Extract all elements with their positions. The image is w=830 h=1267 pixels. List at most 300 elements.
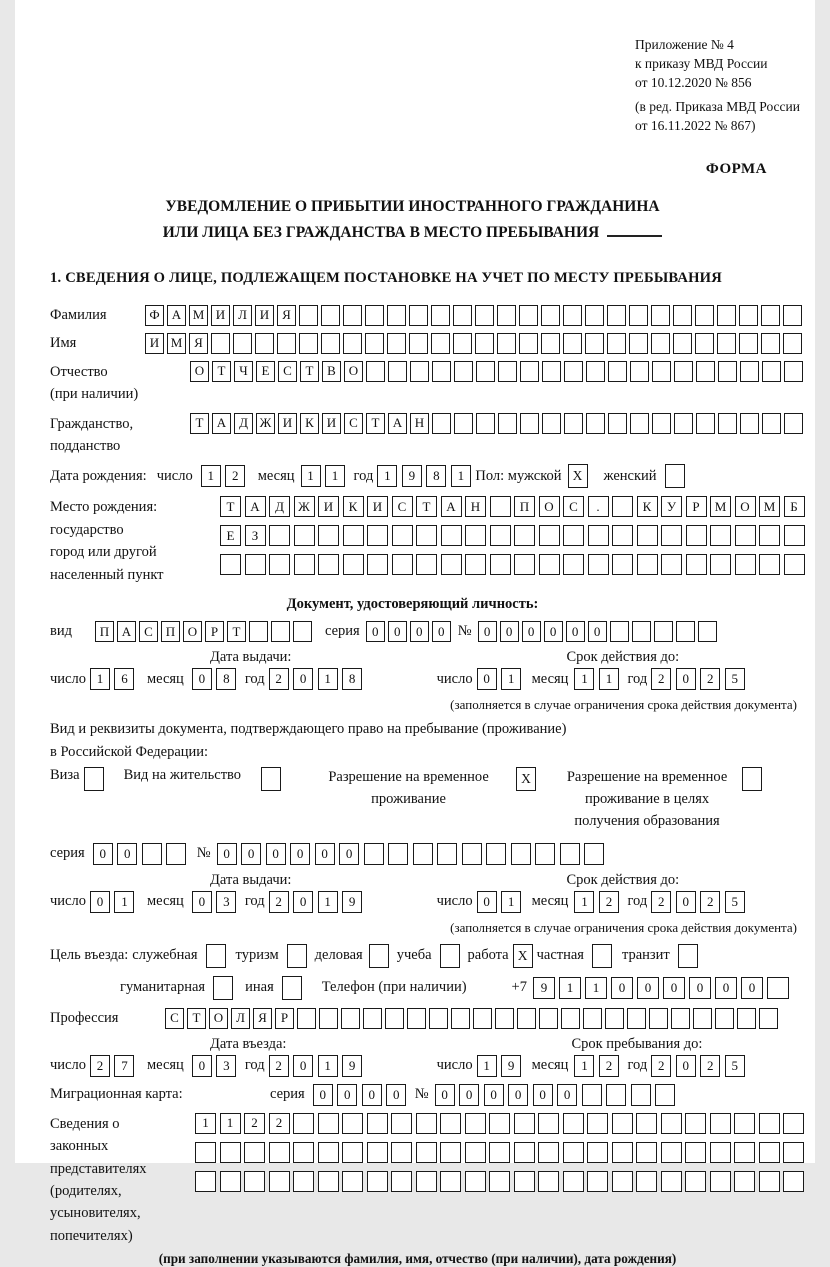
char-cell[interactable]: 1 [574,891,594,913]
char-cell[interactable] [740,361,759,382]
char-cell[interactable]: 5 [725,1055,745,1077]
char-cell[interactable]: Ф [145,305,164,326]
char-cell[interactable] [475,305,494,326]
char-cell[interactable]: М [759,496,780,517]
char-cell[interactable]: С [278,361,297,382]
char-cell[interactable] [497,333,516,354]
char-cell[interactable]: 1 [599,668,619,690]
char-cell[interactable] [465,554,486,575]
char-cell[interactable] [293,1113,314,1134]
char-cell[interactable] [564,361,583,382]
char-cell[interactable]: 1 [585,977,607,999]
resident-number-boxes[interactable] [217,843,609,865]
char-cell[interactable] [582,1084,602,1106]
char-cell[interactable]: 0 [588,621,607,642]
birth-place-row3-boxes[interactable] [220,554,808,575]
char-cell[interactable] [514,1113,535,1134]
char-cell[interactable]: А [117,621,136,642]
char-cell[interactable] [762,413,781,434]
char-cell[interactable] [767,977,789,999]
char-cell[interactable] [563,554,584,575]
char-cell[interactable]: 1 [574,1055,594,1077]
char-cell[interactable] [387,305,406,326]
char-cell[interactable] [696,413,715,434]
char-cell[interactable]: 3 [216,1055,236,1077]
char-cell[interactable]: Т [300,361,319,382]
char-cell[interactable]: Р [275,1008,294,1029]
char-cell[interactable] [734,1113,755,1134]
char-cell[interactable] [637,525,658,546]
char-cell[interactable]: 2 [244,1113,265,1134]
char-cell[interactable] [195,1142,216,1163]
char-cell[interactable] [294,554,315,575]
char-cell[interactable] [416,525,437,546]
char-cell[interactable]: 0 [477,891,497,913]
char-cell[interactable]: Н [465,496,486,517]
profession-boxes[interactable] [165,1008,781,1029]
char-cell[interactable]: 0 [192,1055,212,1077]
char-cell[interactable]: 0 [366,621,385,642]
char-cell[interactable]: И [211,305,230,326]
temp-residence-edu-checkbox[interactable] [742,767,762,791]
entry-day-boxes[interactable] [90,1055,139,1077]
char-cell[interactable] [409,333,428,354]
char-cell[interactable] [539,1008,558,1029]
char-cell[interactable]: 8 [426,465,446,487]
char-cell[interactable]: С [563,496,584,517]
char-cell[interactable] [388,361,407,382]
char-cell[interactable] [539,525,560,546]
char-cell[interactable]: 1 [318,668,338,690]
char-cell[interactable]: 0 [435,1084,455,1106]
patronymic-boxes[interactable] [190,361,806,382]
char-cell[interactable]: 9 [402,465,422,487]
char-cell[interactable] [612,554,633,575]
char-cell[interactable] [465,1142,486,1163]
char-cell[interactable] [652,361,671,382]
char-cell[interactable]: 0 [533,1084,553,1106]
char-cell[interactable] [718,413,737,434]
char-cell[interactable] [520,413,539,434]
char-cell[interactable] [490,496,511,517]
char-cell[interactable] [465,525,486,546]
char-cell[interactable] [195,1171,216,1192]
char-cell[interactable]: А [212,413,231,434]
purpose-private-checkbox[interactable] [592,944,612,968]
char-cell[interactable] [605,1008,624,1029]
stay-month-boxes[interactable] [574,1055,623,1077]
char-cell[interactable]: З [245,525,266,546]
char-cell[interactable] [277,333,296,354]
char-cell[interactable]: 1 [501,891,521,913]
char-cell[interactable]: И [145,333,164,354]
char-cell[interactable] [734,1142,755,1163]
char-cell[interactable]: 0 [337,1084,357,1106]
char-cell[interactable] [630,413,649,434]
char-cell[interactable] [612,525,633,546]
char-cell[interactable]: 0 [459,1084,479,1106]
char-cell[interactable]: 0 [117,843,137,865]
char-cell[interactable]: Т [190,413,209,434]
char-cell[interactable]: П [95,621,114,642]
char-cell[interactable] [392,525,413,546]
char-cell[interactable]: 0 [676,1055,696,1077]
char-cell[interactable] [661,1171,682,1192]
char-cell[interactable] [685,1171,706,1192]
char-cell[interactable]: 6 [114,668,134,690]
char-cell[interactable] [695,333,714,354]
char-cell[interactable] [489,1142,510,1163]
char-cell[interactable] [655,1084,675,1106]
residence-permit-checkbox[interactable] [261,767,281,791]
purpose-other-checkbox[interactable] [282,976,302,1000]
id-issue-month-boxes[interactable] [192,668,241,690]
char-cell[interactable] [437,843,457,865]
char-cell[interactable]: О [539,496,560,517]
char-cell[interactable] [431,305,450,326]
char-cell[interactable] [632,621,651,642]
given-name-boxes[interactable] [145,333,805,354]
char-cell[interactable]: 0 [241,843,261,865]
char-cell[interactable]: 0 [484,1084,504,1106]
representatives-row3-boxes[interactable] [195,1171,808,1192]
char-cell[interactable] [739,333,758,354]
char-cell[interactable] [541,333,560,354]
phone-boxes[interactable] [533,977,793,999]
id-valid-day-boxes[interactable] [477,668,526,690]
char-cell[interactable] [365,305,384,326]
char-cell[interactable] [710,1142,731,1163]
birth-day-boxes[interactable] [201,465,250,487]
char-cell[interactable] [673,333,692,354]
char-cell[interactable] [563,333,582,354]
char-cell[interactable] [166,843,186,865]
char-cell[interactable] [245,554,266,575]
char-cell[interactable] [649,1008,668,1029]
char-cell[interactable] [441,554,462,575]
char-cell[interactable]: 0 [290,843,310,865]
char-cell[interactable] [673,305,692,326]
surname-boxes[interactable] [145,305,805,326]
char-cell[interactable] [759,1171,780,1192]
char-cell[interactable] [783,305,802,326]
char-cell[interactable]: Ж [294,496,315,517]
char-cell[interactable]: А [167,305,186,326]
char-cell[interactable] [495,1008,514,1029]
char-cell[interactable]: 2 [700,668,720,690]
char-cell[interactable]: 2 [599,1055,619,1077]
char-cell[interactable]: 0 [676,668,696,690]
char-cell[interactable] [367,1171,388,1192]
char-cell[interactable]: И [318,496,339,517]
char-cell[interactable]: А [245,496,266,517]
char-cell[interactable] [431,333,450,354]
purpose-transit-checkbox[interactable] [678,944,698,968]
char-cell[interactable]: Е [256,361,275,382]
char-cell[interactable] [473,1008,492,1029]
char-cell[interactable]: . [588,496,609,517]
char-cell[interactable]: Т [366,413,385,434]
char-cell[interactable] [696,361,715,382]
char-cell[interactable]: 0 [637,977,659,999]
char-cell[interactable] [453,305,472,326]
entry-month-boxes[interactable] [192,1055,241,1077]
char-cell[interactable] [588,554,609,575]
resident-series-boxes[interactable] [93,843,191,865]
char-cell[interactable]: О [209,1008,228,1029]
char-cell[interactable] [784,413,803,434]
char-cell[interactable] [498,361,517,382]
birth-month-boxes[interactable] [301,465,350,487]
char-cell[interactable] [514,1171,535,1192]
char-cell[interactable] [244,1171,265,1192]
birth-place-row2-boxes[interactable] [220,525,808,546]
char-cell[interactable]: 5 [725,668,745,690]
char-cell[interactable] [636,1142,657,1163]
char-cell[interactable] [735,525,756,546]
char-cell[interactable] [363,1008,382,1029]
char-cell[interactable] [269,525,290,546]
char-cell[interactable] [612,1171,633,1192]
char-cell[interactable] [454,361,473,382]
char-cell[interactable]: Т [212,361,231,382]
purpose-official-checkbox[interactable] [206,944,226,968]
char-cell[interactable] [651,333,670,354]
char-cell[interactable] [318,1113,339,1134]
char-cell[interactable] [654,621,673,642]
char-cell[interactable] [586,361,605,382]
migration-series-boxes[interactable] [313,1084,411,1106]
char-cell[interactable]: А [388,413,407,434]
doc-number-boxes[interactable] [478,621,720,642]
char-cell[interactable] [520,361,539,382]
char-cell[interactable]: 1 [220,1113,241,1134]
char-cell[interactable] [661,1142,682,1163]
char-cell[interactable]: Н [410,413,429,434]
char-cell[interactable] [391,1142,412,1163]
char-cell[interactable] [391,1171,412,1192]
char-cell[interactable] [541,305,560,326]
char-cell[interactable] [710,1113,731,1134]
char-cell[interactable] [293,1171,314,1192]
char-cell[interactable] [676,621,695,642]
char-cell[interactable] [685,1142,706,1163]
id-valid-month-boxes[interactable] [574,668,623,690]
sex-female-checkbox[interactable] [665,464,685,488]
char-cell[interactable]: 9 [501,1055,521,1077]
char-cell[interactable]: Я [277,305,296,326]
char-cell[interactable]: У [661,496,682,517]
char-cell[interactable]: И [278,413,297,434]
representatives-row2-boxes[interactable] [195,1142,808,1163]
char-cell[interactable] [391,1113,412,1134]
char-cell[interactable]: 2 [599,891,619,913]
char-cell[interactable] [367,554,388,575]
purpose-study-checkbox[interactable] [440,944,460,968]
char-cell[interactable] [710,525,731,546]
representatives-row1-boxes[interactable] [195,1113,808,1134]
char-cell[interactable] [761,305,780,326]
char-cell[interactable]: 0 [557,1084,577,1106]
char-cell[interactable]: 1 [451,465,471,487]
char-cell[interactable] [293,621,312,642]
char-cell[interactable]: Р [686,496,707,517]
char-cell[interactable] [233,333,252,354]
char-cell[interactable] [519,305,538,326]
doc-kind-boxes[interactable] [95,621,315,642]
res-valid-month-boxes[interactable] [574,891,623,913]
char-cell[interactable] [321,333,340,354]
char-cell[interactable] [761,333,780,354]
char-cell[interactable] [737,1008,756,1029]
char-cell[interactable] [698,621,717,642]
char-cell[interactable] [413,843,433,865]
char-cell[interactable] [535,843,555,865]
char-cell[interactable]: 0 [386,1084,406,1106]
char-cell[interactable]: 0 [544,621,563,642]
char-cell[interactable] [490,554,511,575]
char-cell[interactable]: 1 [574,668,594,690]
char-cell[interactable]: Т [416,496,437,517]
id-issue-year-boxes[interactable] [269,668,367,690]
visa-checkbox[interactable] [84,767,104,791]
char-cell[interactable]: 0 [313,1084,333,1106]
char-cell[interactable] [343,305,362,326]
char-cell[interactable]: В [322,361,341,382]
char-cell[interactable]: 0 [315,843,335,865]
char-cell[interactable] [718,361,737,382]
char-cell[interactable]: А [441,496,462,517]
char-cell[interactable]: 0 [339,843,359,865]
stay-day-boxes[interactable] [477,1055,526,1077]
char-cell[interactable]: К [300,413,319,434]
char-cell[interactable] [759,1113,780,1134]
char-cell[interactable] [587,1142,608,1163]
char-cell[interactable]: С [139,621,158,642]
migration-number-boxes[interactable] [435,1084,680,1106]
char-cell[interactable] [607,305,626,326]
char-cell[interactable] [319,1008,338,1029]
char-cell[interactable]: 0 [477,668,497,690]
char-cell[interactable]: 2 [651,1055,671,1077]
char-cell[interactable]: 0 [500,621,519,642]
char-cell[interactable] [563,1113,584,1134]
char-cell[interactable] [686,554,707,575]
char-cell[interactable]: 1 [318,1055,338,1077]
char-cell[interactable]: 2 [269,1055,289,1077]
char-cell[interactable] [717,305,736,326]
id-valid-year-boxes[interactable] [651,668,749,690]
char-cell[interactable]: И [322,413,341,434]
char-cell[interactable] [321,305,340,326]
char-cell[interactable]: С [392,496,413,517]
char-cell[interactable] [514,525,535,546]
char-cell[interactable] [367,1142,388,1163]
char-cell[interactable]: 0 [611,977,633,999]
char-cell[interactable] [784,525,805,546]
char-cell[interactable]: 0 [192,891,212,913]
char-cell[interactable] [560,843,580,865]
char-cell[interactable] [542,361,561,382]
char-cell[interactable] [561,1008,580,1029]
purpose-tourism-checkbox[interactable] [287,944,307,968]
char-cell[interactable]: Д [269,496,290,517]
char-cell[interactable] [462,843,482,865]
char-cell[interactable]: К [637,496,658,517]
char-cell[interactable] [759,1142,780,1163]
char-cell[interactable] [220,554,241,575]
char-cell[interactable] [364,843,384,865]
res-issue-year-boxes[interactable] [269,891,367,913]
char-cell[interactable]: Ж [256,413,275,434]
char-cell[interactable]: О [735,496,756,517]
char-cell[interactable]: О [344,361,363,382]
char-cell[interactable] [392,554,413,575]
char-cell[interactable]: 0 [689,977,711,999]
char-cell[interactable]: О [183,621,202,642]
char-cell[interactable]: 1 [90,668,110,690]
char-cell[interactable]: 2 [700,1055,720,1077]
char-cell[interactable] [318,525,339,546]
char-cell[interactable] [686,525,707,546]
char-cell[interactable] [410,361,429,382]
char-cell[interactable] [563,305,582,326]
char-cell[interactable] [586,413,605,434]
char-cell[interactable]: Л [231,1008,250,1029]
char-cell[interactable] [563,1171,584,1192]
char-cell[interactable]: 1 [501,668,521,690]
purpose-work-checkbox[interactable]: X [513,944,533,968]
char-cell[interactable] [608,413,627,434]
char-cell[interactable] [563,525,584,546]
char-cell[interactable] [299,305,318,326]
char-cell[interactable] [517,1008,536,1029]
char-cell[interactable] [343,554,364,575]
char-cell[interactable]: 1 [325,465,345,487]
char-cell[interactable] [542,413,561,434]
char-cell[interactable]: 0 [192,668,212,690]
res-issue-month-boxes[interactable] [192,891,241,913]
char-cell[interactable] [519,333,538,354]
char-cell[interactable] [710,1171,731,1192]
char-cell[interactable] [416,1113,437,1134]
char-cell[interactable] [489,1113,510,1134]
char-cell[interactable]: 0 [362,1084,382,1106]
char-cell[interactable] [783,1142,804,1163]
char-cell[interactable] [269,554,290,575]
char-cell[interactable] [294,525,315,546]
char-cell[interactable]: 0 [266,843,286,865]
char-cell[interactable]: 1 [201,465,221,487]
stay-year-boxes[interactable] [651,1055,749,1077]
char-cell[interactable]: С [344,413,363,434]
char-cell[interactable] [671,1008,690,1029]
birth-place-row1-boxes[interactable] [220,496,808,517]
char-cell[interactable]: 0 [90,891,110,913]
citizenship-boxes[interactable] [190,413,806,434]
char-cell[interactable] [606,1084,626,1106]
char-cell[interactable] [629,333,648,354]
char-cell[interactable]: 8 [342,668,362,690]
char-cell[interactable] [783,1113,804,1134]
char-cell[interactable]: 9 [342,891,362,913]
char-cell[interactable] [416,1171,437,1192]
char-cell[interactable]: 2 [651,891,671,913]
char-cell[interactable]: 8 [216,668,236,690]
char-cell[interactable]: 3 [216,891,236,913]
char-cell[interactable] [220,1142,241,1163]
char-cell[interactable] [630,361,649,382]
